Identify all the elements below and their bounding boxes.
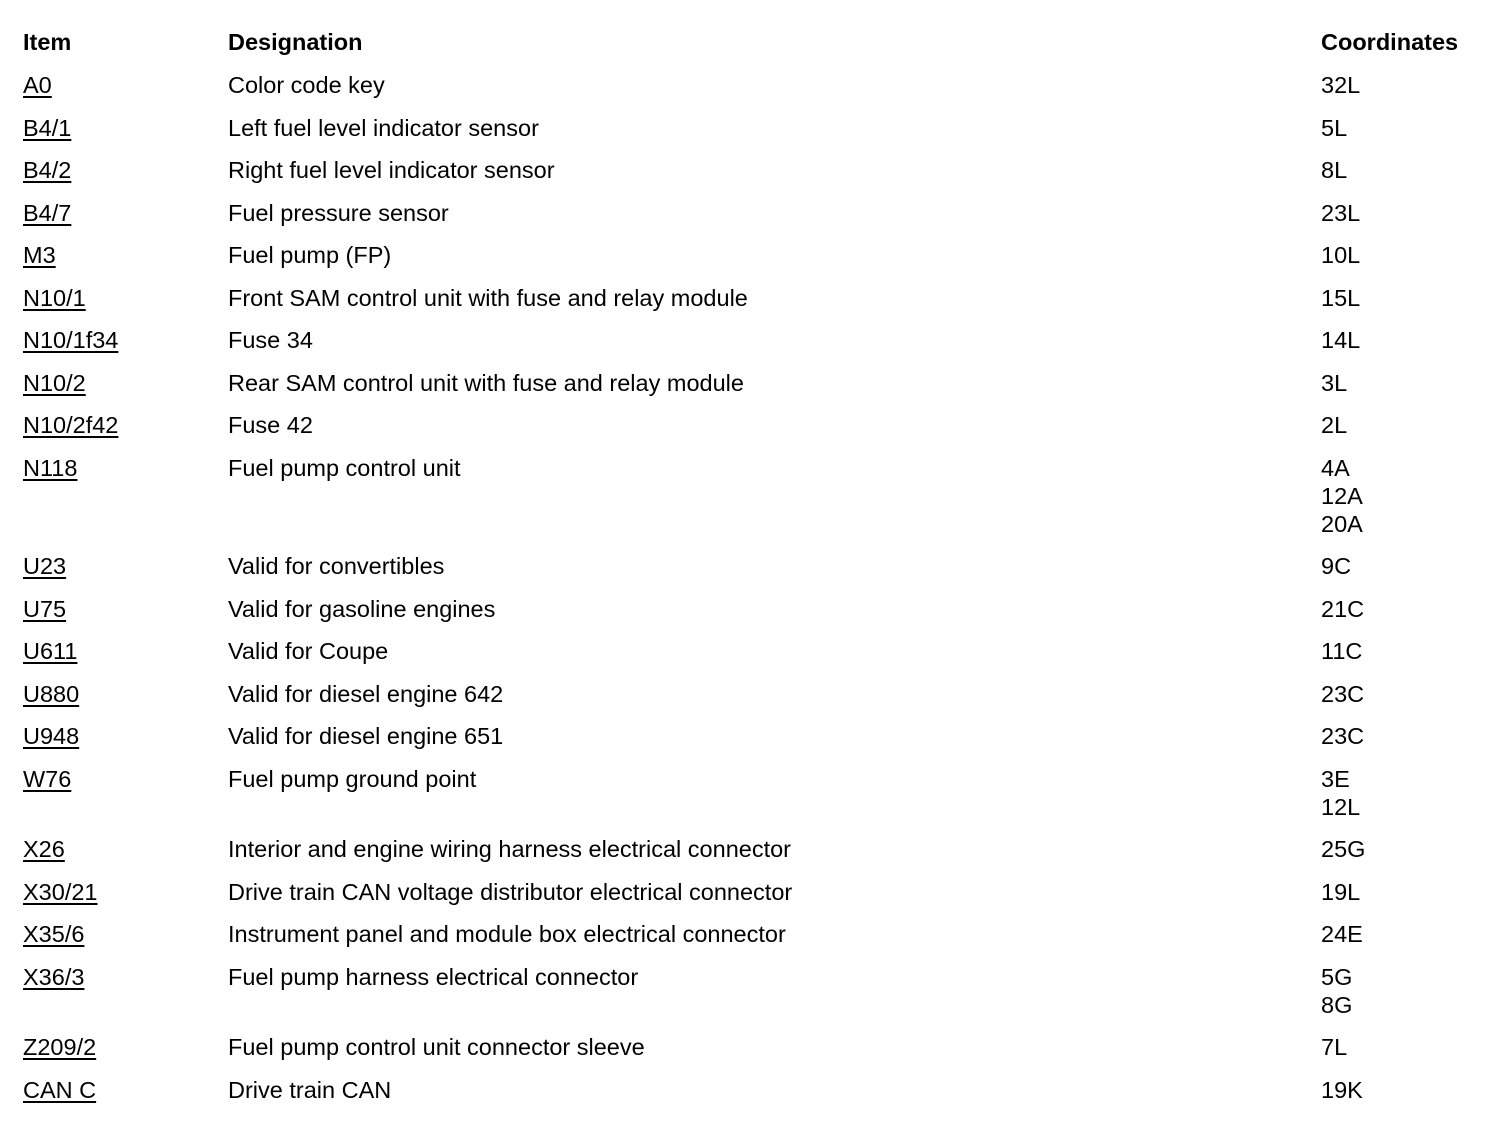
table-row (23, 454, 1483, 553)
coordinates-cell (1321, 765, 1483, 821)
table-row (23, 71, 1483, 114)
table-body (23, 71, 1483, 1118)
item-link[interactable]: Z209/2 (23, 1034, 97, 1060)
designation-cell: Valid for gasoline engines (228, 595, 496, 622)
coordinate-value: 11C (1321, 638, 1363, 664)
item-link[interactable]: B4/7 (23, 199, 72, 226)
coordinate-value: 32L (1321, 72, 1361, 98)
table-row (23, 199, 1483, 242)
coordinates-cell (1321, 835, 1483, 863)
item-cell (23, 963, 228, 1019)
designation-cell: Drive train CAN voltage distributor electrical connector (228, 878, 793, 905)
coordinate-value: 15L (1321, 284, 1361, 311)
item-link[interactable]: M3 (23, 242, 56, 268)
coordinates-cell (1321, 1076, 1483, 1104)
item-link[interactable]: CAN C (23, 1076, 97, 1103)
item-link[interactable]: X35/6 (23, 921, 85, 947)
designation-cell: Interior and engine wiring harness electrical connector (228, 836, 792, 862)
table-row (23, 963, 1483, 1034)
table-header-row (23, 28, 1483, 71)
table-row (23, 878, 1483, 921)
coordinate-value: 8G (1321, 991, 1353, 1018)
item-cell (23, 411, 228, 439)
item-cell (23, 241, 228, 269)
coordinate-value: 2L (1321, 412, 1348, 438)
designation-cell: Valid for diesel engine 642 (228, 680, 504, 707)
item-cell (23, 920, 228, 948)
item-link[interactable]: U880 (23, 680, 80, 707)
column-header-designation: Designation (228, 29, 363, 55)
item-cell (23, 552, 228, 580)
coordinate-value: 12A (1321, 482, 1363, 509)
coordinate-value: 8L (1321, 157, 1348, 183)
coordinate-value: 23C (1321, 723, 1365, 749)
table-row (23, 156, 1483, 199)
table-row (23, 552, 1483, 595)
coordinate-value: 25G (1321, 836, 1366, 862)
designation-cell: Valid for diesel engine 651 (228, 723, 504, 749)
item-cell (23, 284, 228, 312)
item-link[interactable]: U75 (23, 595, 67, 622)
item-cell (23, 199, 228, 227)
coordinates-cell (1321, 454, 1483, 538)
coordinates-cell (1321, 595, 1483, 623)
item-link[interactable]: N10/2f42 (23, 412, 119, 438)
designation-cell: Instrument panel and module box electrical connector (228, 921, 786, 947)
coordinate-value: 9C (1321, 553, 1352, 579)
coordinate-value: 14L (1321, 327, 1361, 353)
coordinates-cell (1321, 552, 1483, 580)
item-link[interactable]: B4/2 (23, 157, 72, 183)
designation-cell: Fuel pump (FP) (228, 242, 392, 268)
table-row (23, 765, 1483, 836)
designation-cell: Valid for Coupe (228, 638, 389, 664)
designation-cell: Fuel pressure sensor (228, 199, 449, 226)
table-row (23, 1076, 1483, 1119)
coordinate-value: 5L (1321, 114, 1348, 141)
column-header-item: Item (23, 29, 72, 55)
coordinates-cell (1321, 369, 1483, 397)
coordinates-cell (1321, 722, 1483, 750)
item-cell (23, 835, 228, 863)
coordinate-value: 21C (1321, 595, 1365, 622)
coordinates-cell (1321, 878, 1483, 906)
coordinates-cell (1321, 680, 1483, 708)
item-cell (23, 680, 228, 708)
table-row (23, 835, 1483, 878)
coordinate-value: 24E (1321, 921, 1363, 947)
item-link[interactable]: X30/21 (23, 878, 98, 905)
coordinates-cell (1321, 637, 1483, 665)
table-row (23, 680, 1483, 723)
item-link[interactable]: B4/1 (23, 114, 72, 141)
designation-cell: Fuel pump harness electrical connector (228, 963, 639, 990)
coordinate-value: 19L (1321, 878, 1361, 905)
designation-cell: Left fuel level indicator sensor (228, 114, 539, 141)
table-row (23, 920, 1483, 963)
coordinates-cell (1321, 920, 1483, 948)
coordinates-cell (1321, 71, 1483, 99)
item-cell (23, 722, 228, 750)
designation-cell: Right fuel level indicator sensor (228, 157, 555, 183)
table-row (23, 595, 1483, 638)
designation-cell: Front SAM control unit with fuse and relay module (228, 284, 748, 311)
coordinate-value: 20A (1321, 510, 1363, 537)
table-row (23, 637, 1483, 680)
item-link[interactable]: U948 (23, 723, 80, 749)
coordinates-cell (1321, 326, 1483, 354)
item-cell (23, 1033, 228, 1061)
table-row (23, 1033, 1483, 1076)
item-cell (23, 156, 228, 184)
item-link[interactable]: N10/1 (23, 284, 86, 311)
coordinates-cell (1321, 1033, 1483, 1061)
coordinate-value: 3E (1321, 765, 1350, 792)
table-row (23, 241, 1483, 284)
item-link[interactable]: U611 (23, 638, 78, 664)
designation-cell: Fuel pump control unit connector sleeve (228, 1034, 645, 1060)
coordinate-value: 23C (1321, 680, 1365, 707)
table-row (23, 411, 1483, 454)
item-cell (23, 1076, 228, 1104)
table-row (23, 722, 1483, 765)
item-link[interactable]: W76 (23, 765, 72, 792)
item-link[interactable]: N10/1f34 (23, 327, 119, 353)
item-cell (23, 326, 228, 354)
item-cell (23, 71, 228, 99)
designation-cell: Fuel pump control unit (228, 454, 461, 481)
designation-cell: Fuse 42 (228, 412, 313, 438)
item-link[interactable]: N10/2 (23, 369, 86, 396)
coordinates-cell (1321, 199, 1483, 227)
designation-cell: Fuse 34 (228, 327, 313, 353)
column-header-coordinates: Coordinates (1321, 29, 1459, 55)
coordinate-value: 10L (1321, 242, 1361, 268)
item-cell (23, 595, 228, 623)
coordinates-cell (1321, 284, 1483, 312)
coordinates-cell (1321, 241, 1483, 269)
item-cell (23, 114, 228, 142)
item-link[interactable]: X26 (23, 836, 65, 862)
coordinate-value: 5G (1321, 963, 1353, 990)
coordinate-value: 3L (1321, 369, 1348, 396)
coordinates-cell (1321, 963, 1483, 1019)
designation-cell: Drive train CAN (228, 1076, 392, 1103)
coordinate-value: 23L (1321, 199, 1361, 226)
table-row (23, 369, 1483, 412)
item-link[interactable]: N118 (23, 454, 78, 481)
designation-cell: Color code key (228, 72, 385, 98)
component-legend-table (23, 28, 1483, 1118)
item-cell (23, 637, 228, 665)
designation-cell: Rear SAM control unit with fuse and relay module (228, 369, 744, 396)
coordinates-cell (1321, 114, 1483, 142)
item-link[interactable]: U23 (23, 553, 67, 579)
item-cell (23, 765, 228, 821)
coordinates-cell (1321, 156, 1483, 184)
table-row (23, 326, 1483, 369)
table-row (23, 284, 1483, 327)
item-cell (23, 454, 228, 538)
item-link[interactable]: X36/3 (23, 963, 85, 990)
table-row (23, 114, 1483, 157)
coordinate-value: 19K (1321, 1076, 1363, 1103)
item-cell (23, 878, 228, 906)
coordinate-value: 12L (1321, 793, 1361, 820)
designation-cell: Fuel pump ground point (228, 765, 477, 792)
item-link[interactable]: A0 (23, 72, 52, 98)
designation-cell: Valid for convertibles (228, 553, 445, 579)
coordinates-cell (1321, 411, 1483, 439)
coordinate-value: 4A (1321, 454, 1350, 481)
coordinate-value: 7L (1321, 1034, 1348, 1060)
item-cell (23, 369, 228, 397)
